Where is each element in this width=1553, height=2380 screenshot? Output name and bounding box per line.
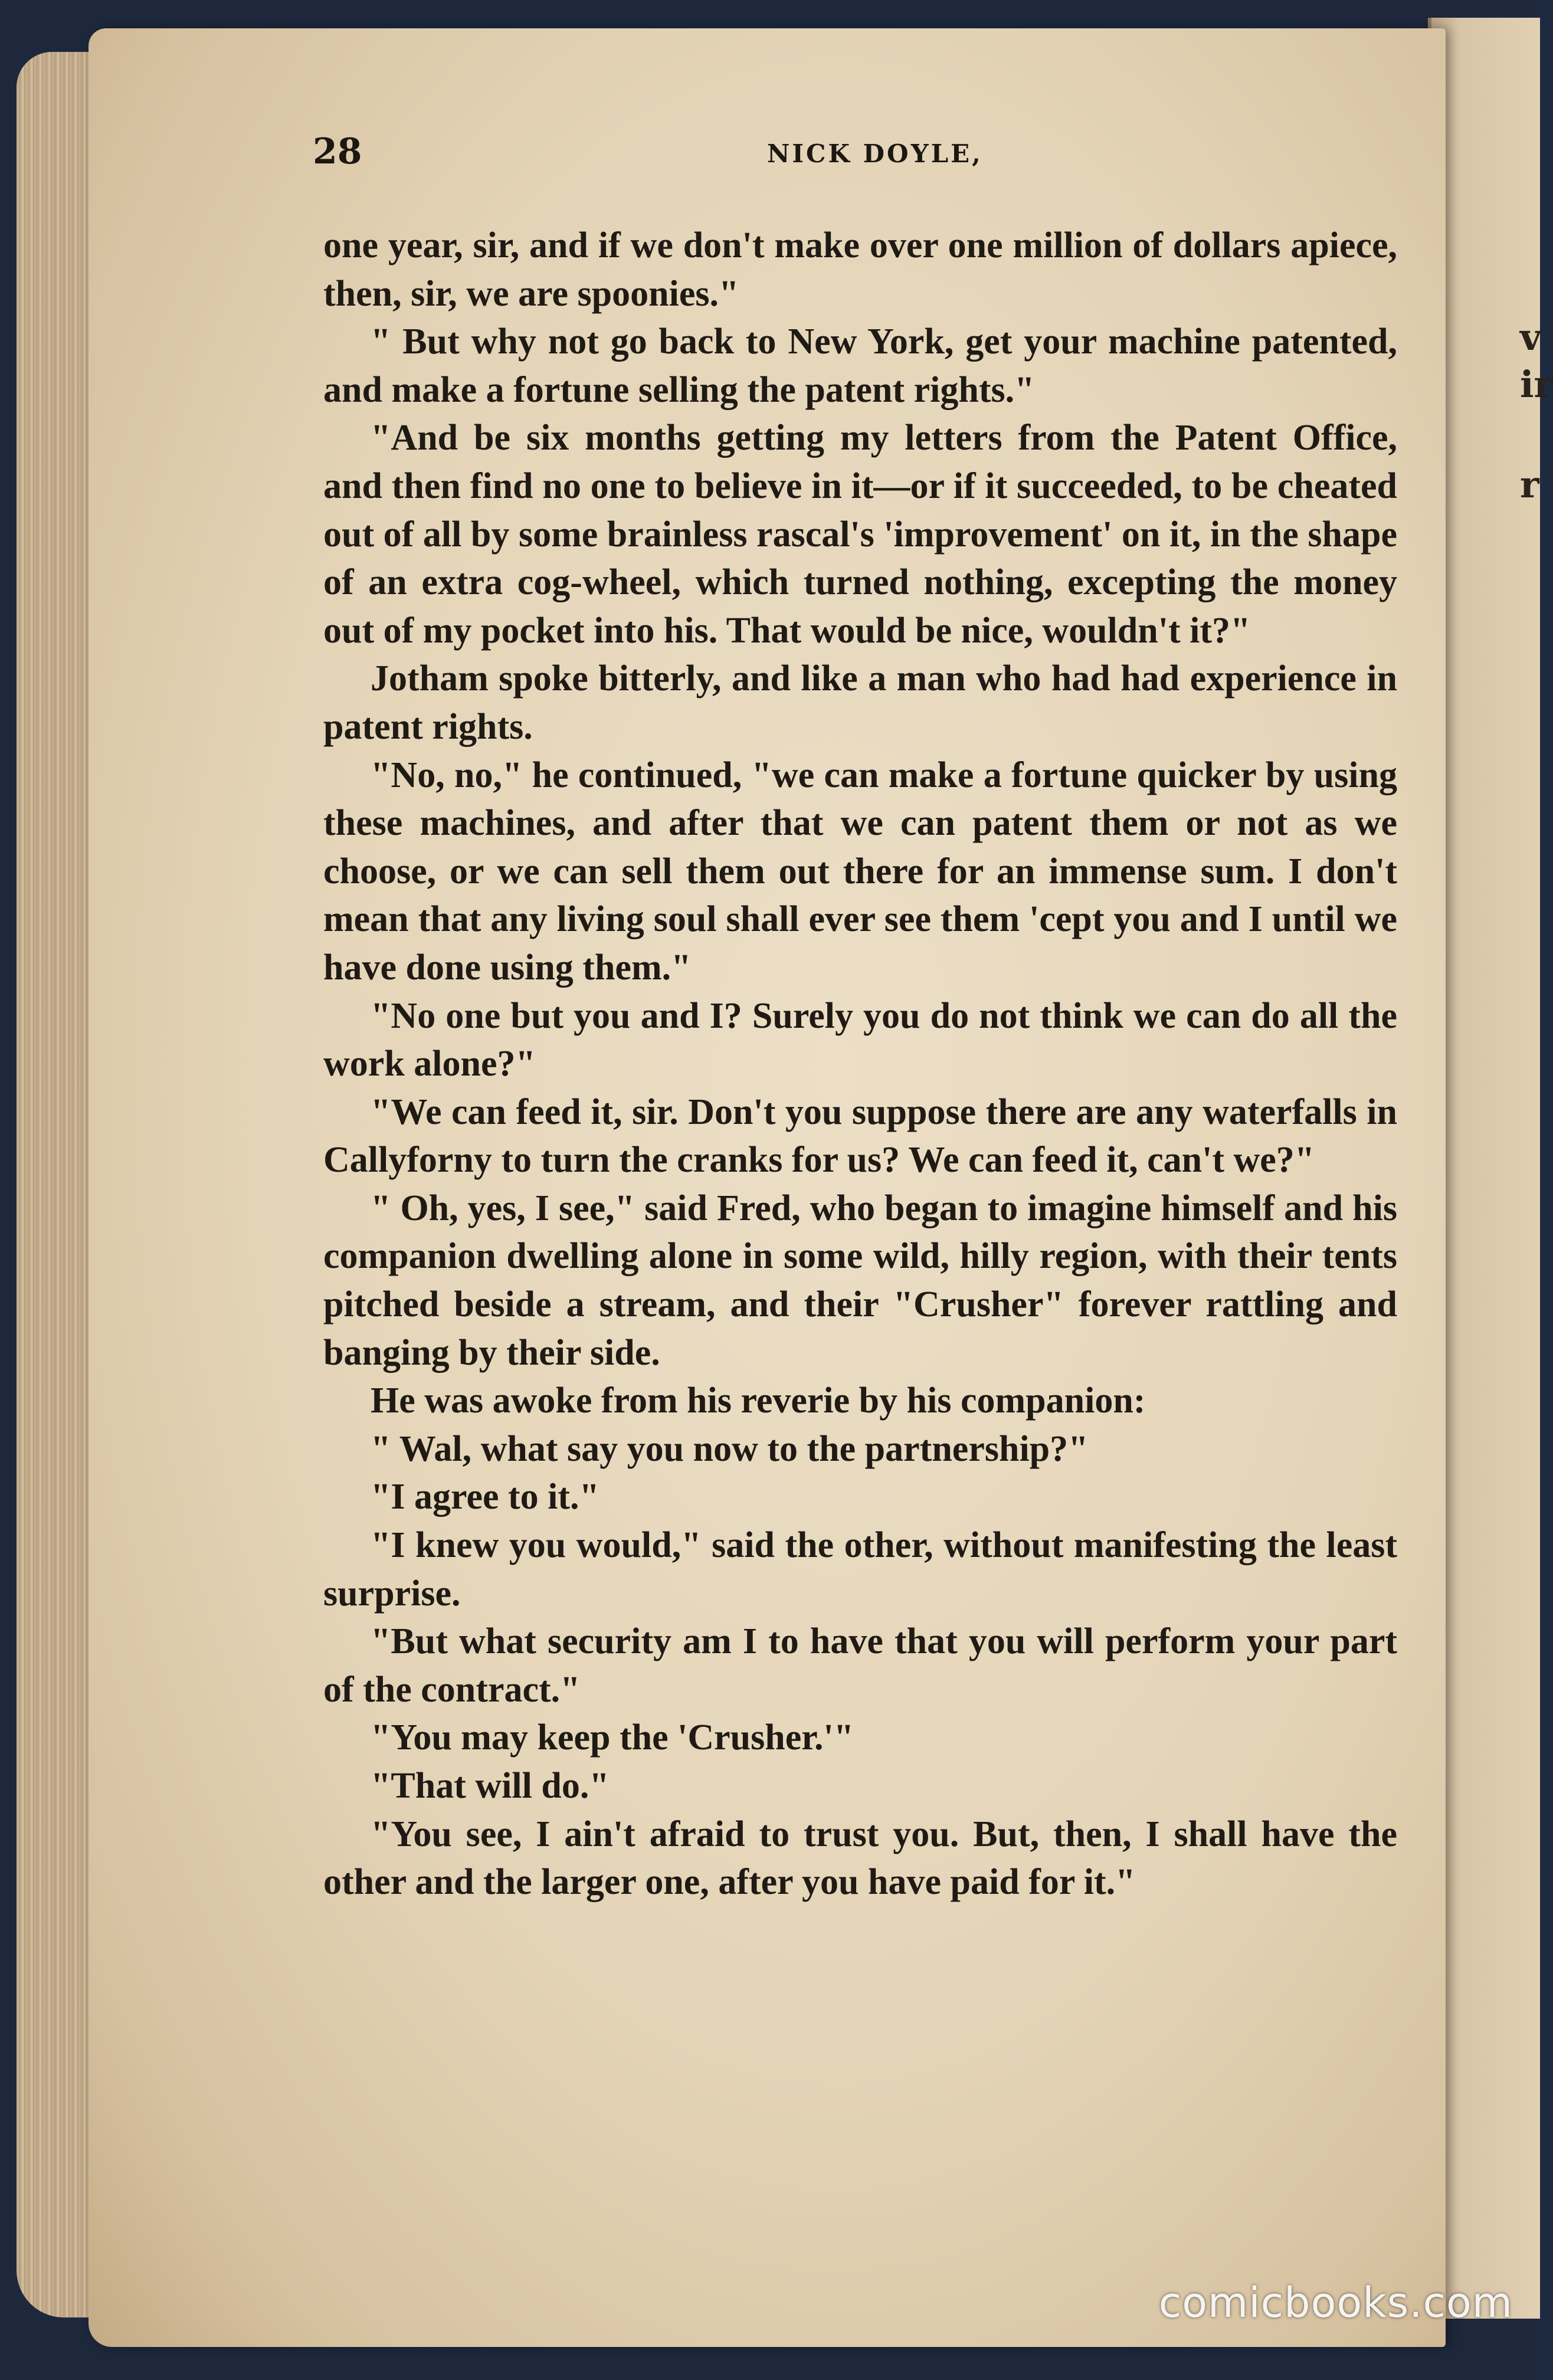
paragraph: " Wal, what say you now to the partnership?"	[371, 1428, 1089, 1469]
paragraph: "I agree to it."	[371, 1477, 599, 1517]
facing-page-fragment: v	[1520, 316, 1542, 359]
paragraph: He was awoke from his reverie by his companion:	[371, 1381, 1146, 1421]
paragraph: " Oh, yes, I see," said Fred, who began to imagine himself and his companion dwelling alone in some wild, hilly region, with their tents pitched beside a stream, and their "Crusher" forever rattling and banging by their side.	[323, 1188, 1397, 1373]
paragraph: "And be six months getting my letters from the Patent Office, and then find no one to believe in it—or if it succeeded, to be cheated out of all by some brainless rascal's 'improvement' on it, in the shape of an extra cog-wheel, which turned nothing, excepting the money out of my pocket into his. That would be nice, wouldn't it?"	[323, 418, 1397, 651]
paragraph: "No one but you and I? Surely you do not think we can do all the work alone?"	[323, 995, 1397, 1084]
paragraph: "We can feed it, sir. Don't you suppose there are any waterfalls in Callyforny to turn the cranks for us? We can feed it, can't we?"	[323, 1091, 1397, 1181]
paragraph: one year, sir, and if we don't make over one million of dollars apiece, then, sir, we are spoonies."	[323, 225, 1397, 314]
paragraph: "You see, I ain't afraid to trust you. But, then, I shall have the other and the larger one, after you have paid for it."	[323, 1814, 1397, 1903]
running-head	[313, 131, 1410, 184]
body-text	[323, 222, 1397, 1907]
page-number: 28	[313, 131, 362, 172]
paragraph: "I knew you would," said the other, without manifesting the least surprise.	[323, 1525, 1397, 1614]
paragraph: " But why not go back to New York, get your machine patented, and make a fortune selling the patent rights."	[323, 322, 1397, 410]
paragraph: "But what security am I to have that you will perform your part of the contract."	[323, 1621, 1397, 1710]
facing-page-fragment: ir	[1520, 363, 1553, 406]
paragraph: Jotham spoke bitterly, and like a man who had had experience in patent rights.	[323, 658, 1397, 747]
paragraph: "You may keep the 'Crusher.'"	[371, 1717, 854, 1758]
paragraph: "No, no," he continued, "we can make a fortune quicker by using these machines, and after that we can patent them or not as we choose, or we can sell them out there for an immense sum. I don't mean that any living soul shall ever see them 'cept you and I until we have done using them."	[323, 755, 1397, 988]
paragraph: "That will do."	[371, 1766, 610, 1806]
facing-page-fragment: r	[1520, 463, 1539, 506]
running-title: NICK DOYLE,	[767, 139, 983, 168]
watermark: comicbooks.com	[1158, 2279, 1513, 2327]
